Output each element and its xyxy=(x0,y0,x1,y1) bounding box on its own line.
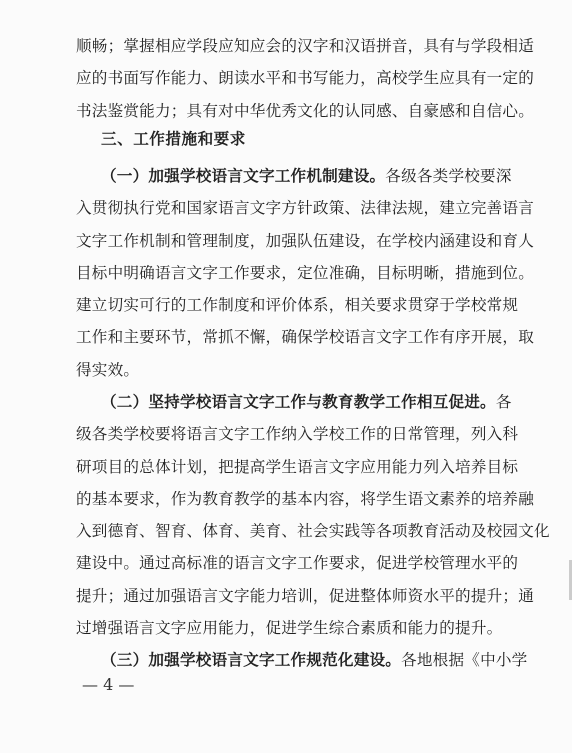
text-line: 目标中明确语言文字工作要求，定位准确，目标明晰，措施到位。 xyxy=(76,263,535,282)
text-line: 建设中。通过高标准的语言文字工作要求，促进学校管理水平的 xyxy=(76,554,519,573)
paragraph-lead: （一）加强学校语言文字工作机制建设。 xyxy=(101,167,386,185)
paragraph-text: 各地根据《中小学 xyxy=(401,651,528,669)
text-line: 级各类学校要将语言文字工作纳入学校工作的日常管理，列入科 xyxy=(76,425,519,444)
paragraph-lead: （三）加强学校语言文字工作规范化建设。 xyxy=(101,651,402,669)
paragraph-3 xyxy=(76,644,528,676)
paragraph-1 xyxy=(76,160,535,386)
text-line: 建立切实可行的工作制度和评价体系，相关要求贯穿于学校常规 xyxy=(76,296,519,315)
text-line: 过增强语言文字应用能力，促进学生综合素质和能力的提升。 xyxy=(76,619,503,638)
text-line: 入到德育、智育、体育、美育、社会实践等各项教育活动及校园文化 xyxy=(76,522,550,541)
text-line: 的基本要求，作为教育教学的基本内容，将学生语文素养的培养融 xyxy=(76,489,535,508)
paragraph-first-line xyxy=(76,160,512,192)
paragraph-2 xyxy=(76,386,550,644)
paragraph-text: 各级各类学校要深 xyxy=(385,167,512,185)
page-number: — 4 — xyxy=(82,675,135,694)
paragraph-first-line xyxy=(76,386,512,418)
text-line: 应的书面写作能力、朗读水平和书写能力，高校学生应具有一定的 xyxy=(76,69,535,88)
text-line: 工作和主要环节，常抓不懈，确保学校语言文字工作有序开展，取 xyxy=(76,328,535,347)
text-line: 研项目的总体计划，把提高学生语言文字应用能力列入培养目标 xyxy=(76,457,519,476)
intro-paragraph xyxy=(76,30,535,127)
text-line: 入贯彻执行党和国家语言文字方针政策、法律法规，建立完善语言 xyxy=(76,199,535,218)
section-heading: 三、工作措施和要求 xyxy=(101,130,246,148)
text-line: 得实效。 xyxy=(76,360,140,379)
text-line: 文字工作机制和管理制度，加强队伍建设，在学校内涵建设和育人 xyxy=(76,231,535,250)
paragraph-lead: （二）坚持学校语言文字工作与教育教学工作相互促进。 xyxy=(101,393,496,411)
text-line: 提升；通过加强语言文字能力培训，促进整体师资水平的提升；通 xyxy=(76,586,535,605)
text-line: 顺畅；掌握相应学段应知应会的汉字和汉语拼音，具有与学段相适 xyxy=(76,37,535,55)
paragraph-text: 各 xyxy=(495,393,512,411)
paragraph-first-line xyxy=(76,644,528,676)
text-line: 书法鉴赏能力；具有对中华优秀文化的认同感、自豪感和自信心。 xyxy=(76,101,535,120)
